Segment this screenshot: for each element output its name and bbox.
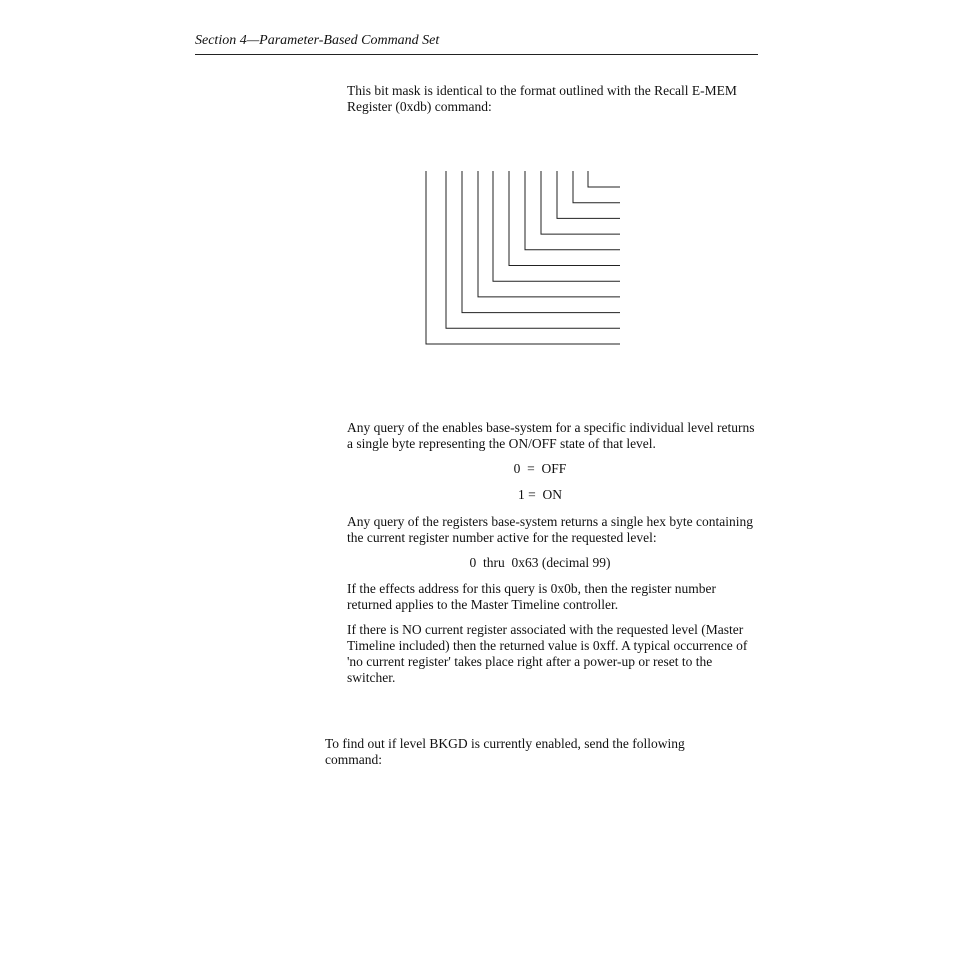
on-value-line: 1 = ON [518,487,562,502]
intro-paragraph: This bit mask is identical to the format outlined with the Recall E-MEM Register (0xdb) command: [347,83,737,114]
example-intro-paragraph: To find out if level BKGD is currently enabled, send the following command: [325,736,685,767]
bit-mask-line [426,171,620,344]
effects-address-paragraph: If the effects address for this query is 0x0b, then the register number returned applies to the Master Timeline controller. [347,581,717,612]
register-range-line: 0 thru 0x63 (decimal 99) [469,555,611,570]
bit-mask-line [588,171,620,187]
registers-query-paragraph: Any query of the registers base-system returns a single hex byte containing the current register number active for the requested level: [347,514,754,545]
section-title: Section 4—Parameter-Based Command Set [195,33,440,48]
no-register-paragraph: If there is NO current register associated with the requested level (Master Timeline included) then the returned value is 0xff. A typical occurrence of 'no current register' takes place right after a power-up or reset to the switcher. [347,622,748,685]
enables-query-paragraph: Any query of the enables base-system for a specific individual level returns a single byte representing the ON/OFF state of that level. [347,420,755,451]
off-value-line: 0 = OFF [513,461,567,476]
